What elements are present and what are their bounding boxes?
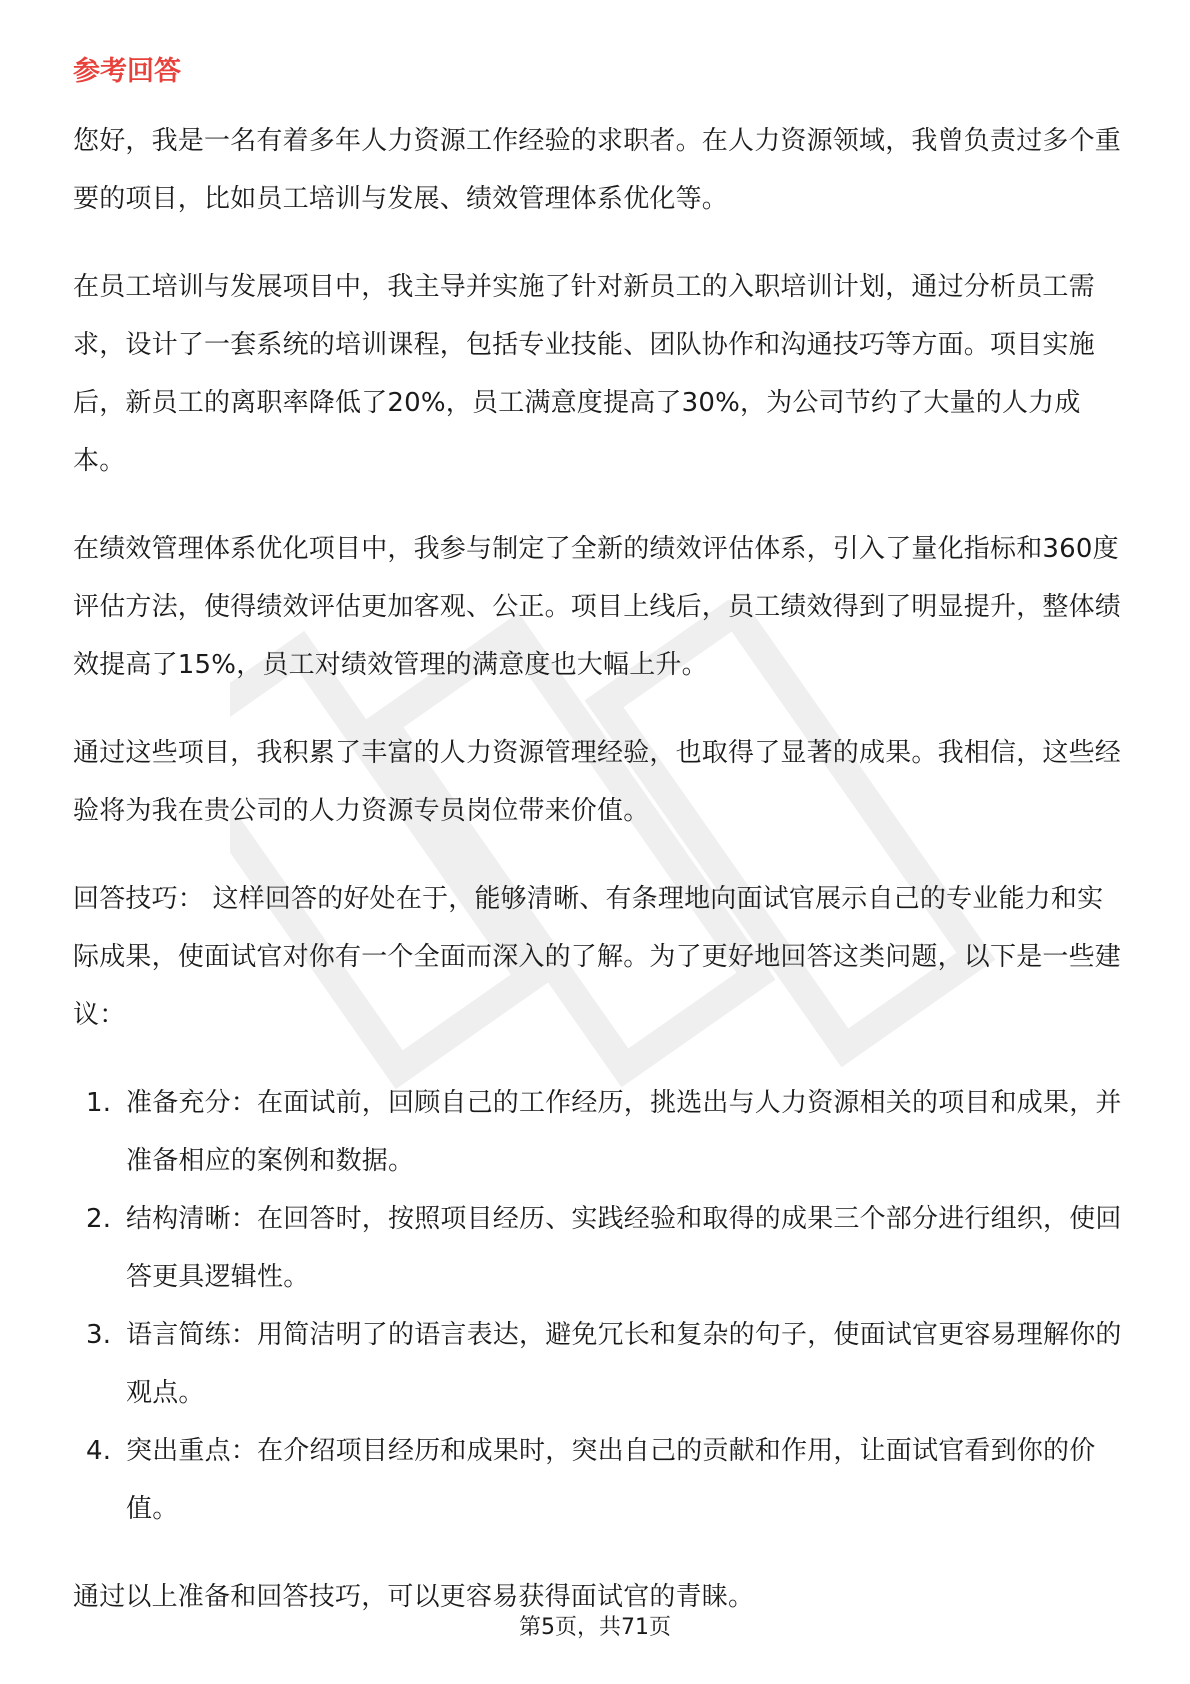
paragraph-answer-tips: 回答技巧： 这样回答的好处在于，能够清晰、有条理地向面试官展示自己的专业能力和实际成果，使面试官对你有一个全面而深入的了解。为了更好地回答这类问题，以下是一些建议：	[73, 884, 1122, 1030]
paragraph-intro: 您好，我是一名有着多年人力资源工作经验的求职者。在人力资源领域，我曾负责过多个重要的项目，比如员工培训与发展、绩效管理体系优化等。	[73, 126, 1122, 214]
list-item	[73, 1190, 1123, 1306]
list-item	[73, 1306, 1123, 1422]
list-item	[73, 1422, 1123, 1538]
list-item-number: 4.	[86, 1436, 112, 1466]
tips-list	[73, 1074, 1123, 1538]
list-item-text: 准备充分：在面试前，回顾自己的工作经历，挑选出与人力资源相关的项目和成果，并准备相应的案例和数据。	[126, 1088, 1122, 1176]
list-item-text: 结构清晰：在回答时，按照项目经历、实践经验和取得的成果三个部分进行组织，使回答更具逻辑性。	[126, 1204, 1122, 1292]
list-item-text: 突出重点：在介绍项目经历和成果时，突出自己的贡献和作用，让面试官看到你的价值。	[126, 1436, 1096, 1524]
document-content	[73, 52, 1123, 1656]
list-item-number: 2.	[86, 1204, 112, 1234]
section-heading: 参考回答	[73, 56, 181, 87]
paragraph-performance-project: 在绩效管理体系优化项目中，我参与制定了全新的绩效评估体系，引入了量化指标和360度评估方法，使得绩效评估更加客观、公正。项目上线后，员工绩效得到了明显提升，整体绩效提高了15%，员工对绩效管理的满意度也大幅上升。	[73, 534, 1122, 680]
page-number-footer: 第5页，共71页	[519, 1615, 671, 1640]
paragraph-training-project: 在员工培训与发展项目中，我主导并实施了针对新员工的入职培训计划，通过分析员工需求，设计了一套系统的培训课程，包括专业技能、团队协作和沟通技巧等方面。项目实施后，新员工的离职率降低了20%，员工满意度提高了30%，为公司节约了大量的人力成本。	[73, 272, 1095, 476]
list-item-number: 1.	[86, 1088, 112, 1118]
paragraph-closing: 通过以上准备和回答技巧，可以更容易获得面试官的青睐。	[73, 1582, 755, 1612]
list-item-number: 3.	[86, 1320, 112, 1350]
list-item	[73, 1074, 1123, 1190]
list-item-text: 语言简练：用简洁明了的语言表达，避免冗长和复杂的句子，使面试官更容易理解你的观点。	[126, 1320, 1122, 1408]
paragraph-summary: 通过这些项目，我积累了丰富的人力资源管理经验，也取得了显著的成果。我相信，这些经验将为我在贵公司的人力资源专员岗位带来价值。	[73, 738, 1122, 826]
